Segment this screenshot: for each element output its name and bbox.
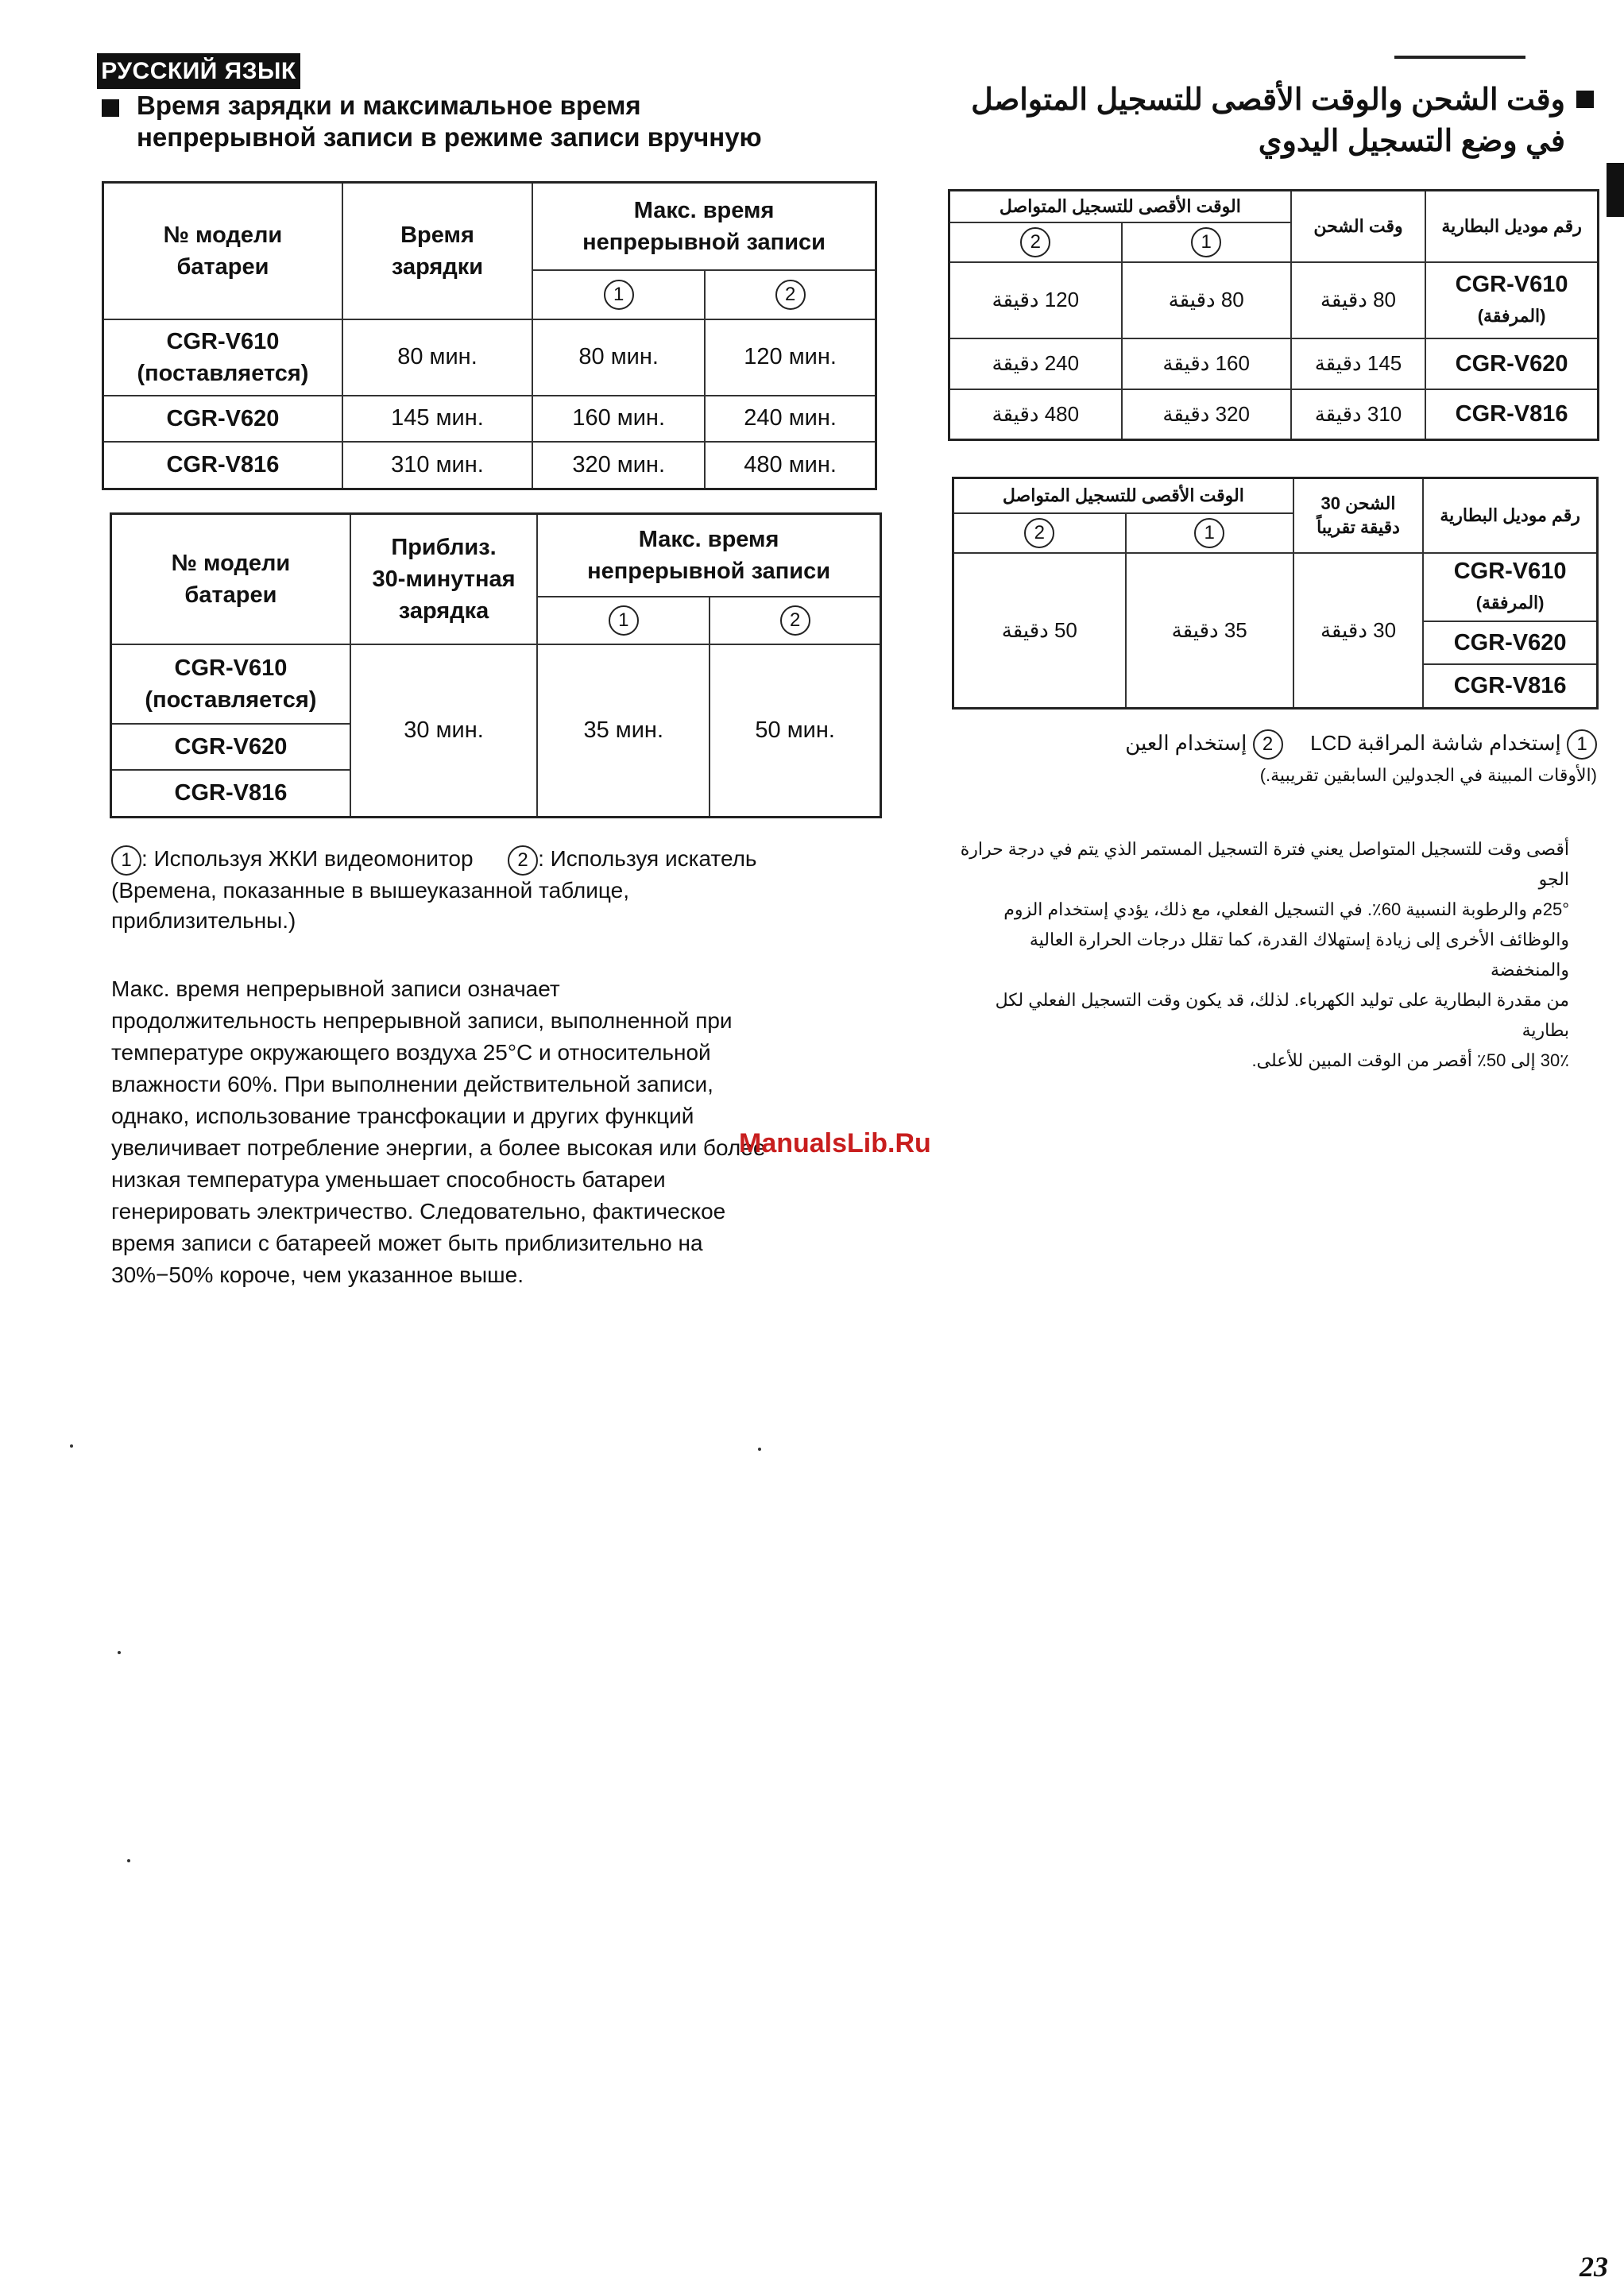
ru-t1-c2: 240 мин. [705, 396, 876, 442]
circled-2-icon: 2 [1253, 729, 1283, 760]
ar-note-line2: (الأوقات المبينة في الجدولين السابقين تقريبية.) [1259, 765, 1597, 785]
ru-explanation-paragraph: Макс. время непрерывной записи означает продолжительность непрерывной записи, выполненной при температуре окружающего воздуха 25°C и относительной влажности 60%. При выполнении действительной записи, однако, использование трансфокации и других функций увеличивает потребление энергии, а более высокая или более низкая температура уменьшает способность батареи генерировать электричество. Следовательно, фактическое время записи с батареей может быть приблизительно на 30%−50% короче, чем указанное выше. [111, 976, 766, 1287]
ru-t2-model: CGR-V610 (поставляется) [111, 644, 350, 724]
scan-dot [118, 1651, 121, 1654]
ru-t1-model: CGR-V610 (поставляется) [103, 319, 342, 396]
ar-t1-sub-2 [949, 222, 1122, 262]
circled-1-icon: 1 [1567, 729, 1597, 760]
ru-t2-model: CGR-V620 [111, 724, 350, 770]
ar-t1-c2: 240 دقيقة [949, 338, 1122, 389]
ar-t1-model: CGR-V610 (المرفقة) [1425, 262, 1598, 338]
ar-note-eye: إستخدام العين [1125, 731, 1247, 755]
ar-t1-c1: 160 دقيقة [1122, 338, 1291, 389]
ar-t1-c1: 80 دقيقة [1122, 262, 1291, 338]
ru-t1-header-charge: Время зарядки [342, 183, 532, 319]
ar-30min-charging-table [952, 477, 1599, 710]
ar-t2-header-max: الوقت الأقصى للتسجيل المتواصل [953, 478, 1293, 513]
ru-t1-c1: 320 мин. [532, 442, 705, 489]
ar-t2-charge: 30 دقيقة [1293, 553, 1423, 709]
ru-t1-sub-1 [532, 270, 705, 319]
ar-t2-model: CGR-V610 (المرفقة) [1423, 553, 1597, 621]
ar-t1-header-charge: وقت الشحن [1291, 191, 1425, 262]
ar-t2-model: CGR-V620 [1423, 621, 1597, 664]
ru-t1-sub-2 [705, 270, 876, 319]
table-row [103, 396, 876, 442]
ru-t1-charge: 145 мин. [342, 396, 532, 442]
watermark: ManualsLib.Ru [739, 1128, 931, 1158]
ru-t1-model: CGR-V816 [103, 442, 342, 489]
circled-1-icon: 1 [604, 280, 634, 310]
ar-heading-line2: في وضع التسجيل اليدوي [1258, 125, 1565, 158]
ru-t2-c2: 50 мин. [710, 644, 880, 818]
ar-t1-charge: 145 دقيقة [1291, 338, 1425, 389]
ar-explanation-paragraph: أقصى وقت للتسجيل المتواصل يعني فترة التسجيل المستمر الذي يتم في درجة حرارة الجو 25°م والرطوبة النسبية 60٪. في التسجيل الفعلي، مع ذلك، يؤدي إستخدام الزوم والوظائف الأخرى إلى زيادة إستهلاك القدرة، كما تقلل درجات الحرارة العالية والمنخفضة من مقدرة البطارية على توليد الكهرباء. لذلك، قد يكون وقت التسجيل الفعلي لكل بطارية 30٪ إلى 50٪ أقصر من الوقت المبين للأعلى. [960, 839, 1569, 1070]
table-row [949, 262, 1599, 338]
ar-t2-header-charge: الشحن 30 دقيقة تقريباً [1293, 478, 1423, 553]
ru-note-line3: приблизительны.) [111, 908, 296, 933]
ru-table-note [111, 844, 890, 936]
ar-t1-model: CGR-V620 [1425, 338, 1598, 389]
ar-t2-c1: 35 دقيقة [1126, 553, 1293, 709]
ar-t1-header-model: رقم موديل البطارية [1425, 191, 1598, 262]
ar-charging-table [948, 189, 1599, 441]
ar-t2-sub-1 [1126, 513, 1293, 553]
ar-t2-header-model: رقم موديل البطارية [1423, 478, 1597, 553]
table-row [953, 553, 1598, 621]
ru-charging-table [102, 181, 877, 490]
ru-t2-header-charge: Приблиз. 30-минутная зарядка [350, 514, 537, 644]
circled-1-icon: 1 [1194, 518, 1224, 548]
bullet-square-icon [1576, 91, 1594, 108]
ru-t1-model: CGR-V620 [103, 396, 342, 442]
ru-t1-c2: 480 мин. [705, 442, 876, 489]
language-badge: РУССКИЙ ЯЗЫК [97, 53, 300, 89]
circled-2-icon: 2 [775, 280, 806, 310]
ar-heading-line1: وقت الشحن والوقت الأقصى للتسجيل المتواصل [971, 83, 1565, 117]
circled-1-icon: 1 [609, 605, 639, 636]
top-rule [1394, 56, 1525, 59]
circled-2-icon: 2 [508, 845, 538, 876]
scan-dot [758, 1448, 761, 1451]
circled-2-icon: 2 [1020, 227, 1050, 257]
ru-t1-header-model: № модели батареи [103, 183, 342, 319]
circled-2-icon: 2 [1024, 518, 1054, 548]
ar-section-heading [922, 79, 1565, 162]
ar-note-lcd: إستخدام شاشة المراقبة LCD [1310, 731, 1561, 755]
ar-t2-sub-2 [953, 513, 1126, 553]
ru-t2-header-model: № модели батареи [111, 514, 350, 644]
ru-heading-line1: Время зарядки и максимальное время [137, 91, 641, 120]
ru-t2-c1: 35 мин. [537, 644, 710, 818]
table-row [103, 319, 876, 396]
ru-heading-line2: непрерывной записи в режиме записи вручную [137, 122, 762, 152]
bullet-square-icon [102, 99, 119, 117]
ar-t1-c1: 320 دقيقة [1122, 389, 1291, 440]
ar-t1-c2: 120 دقيقة [949, 262, 1122, 338]
table-row [111, 644, 881, 724]
table-row [949, 389, 1599, 440]
ru-t2-sub-1 [537, 597, 710, 644]
ru-t2-sub-2 [710, 597, 880, 644]
ru-t1-c1: 80 мин. [532, 319, 705, 396]
ar-table-note [914, 727, 1597, 791]
ru-t1-c2: 120 мин. [705, 319, 876, 396]
scan-dot [127, 1859, 130, 1862]
ar-t1-c2: 480 دقيقة [949, 389, 1122, 440]
ru-t2-model: CGR-V816 [111, 770, 350, 818]
ar-t1-charge: 310 دقيقة [1291, 389, 1425, 440]
circled-1-icon: 1 [111, 845, 141, 876]
ar-t2-c2: 50 دقيقة [953, 553, 1126, 709]
ru-t2-header-max: Макс. время непрерывной записи [537, 514, 880, 597]
ru-t1-charge: 80 мин. [342, 319, 532, 396]
ar-t1-charge: 80 دقيقة [1291, 262, 1425, 338]
ru-note-viewfinder: : Используя искатель [538, 846, 757, 871]
table-row [103, 442, 876, 489]
ar-t1-sub-1 [1122, 222, 1291, 262]
ru-t1-c1: 160 мин. [532, 396, 705, 442]
ar-t1-model: CGR-V816 [1425, 389, 1598, 440]
page-number: 23 [1580, 2251, 1608, 2283]
ru-t1-charge: 310 мин. [342, 442, 532, 489]
ar-t1-header-max: الوقت الأقصى للتسجيل المتواصل [949, 191, 1291, 222]
ru-note-lcd: : Используя ЖКИ видеомонитор [141, 846, 474, 871]
circled-1-icon: 1 [1191, 227, 1221, 257]
ru-30min-charging-table [110, 512, 882, 818]
circled-2-icon: 2 [780, 605, 810, 636]
table-row [949, 338, 1599, 389]
ru-t1-header-max: Макс. время непрерывной записи [532, 183, 876, 270]
ru-t2-charge: 30 мин. [350, 644, 537, 818]
page-side-tab [1607, 163, 1624, 217]
scan-dot [70, 1444, 73, 1448]
ar-t2-model: CGR-V816 [1423, 664, 1597, 709]
ru-note-line2: (Времена, показанные в вышеуказанной таблице, [111, 878, 629, 903]
